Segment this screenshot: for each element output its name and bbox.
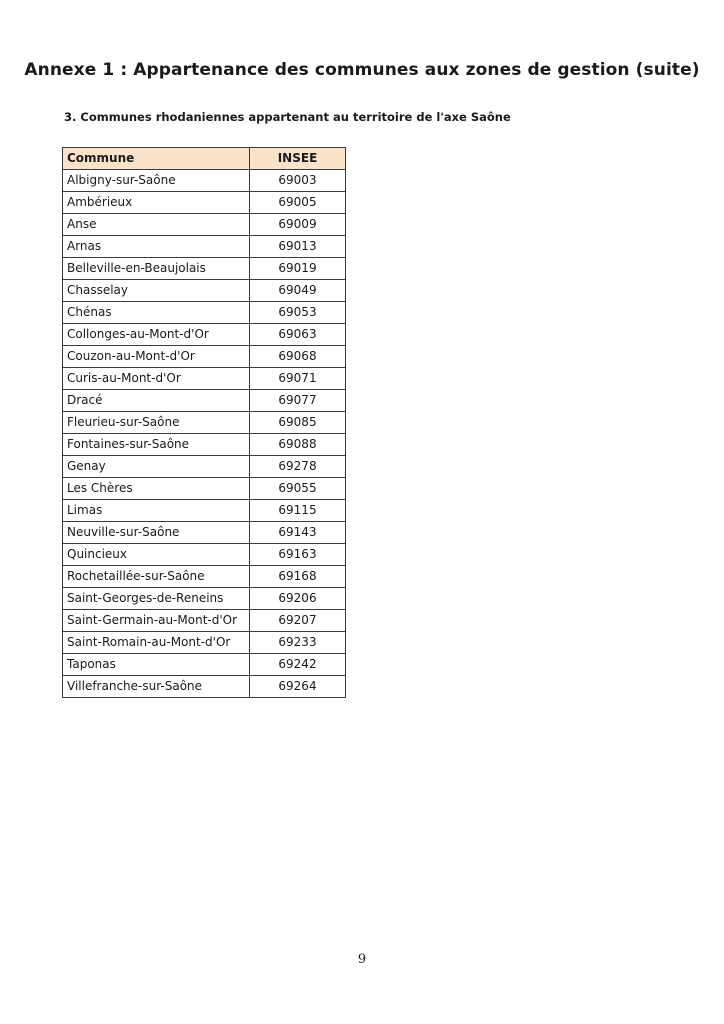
cell-commune: Chasselay — [63, 280, 250, 302]
cell-insee: 69264 — [250, 676, 346, 698]
cell-insee: 69049 — [250, 280, 346, 302]
cell-commune: Saint-Germain-au-Mont-d'Or — [63, 610, 250, 632]
cell-commune: Fontaines-sur-Saône — [63, 434, 250, 456]
cell-commune: Ambérieux — [63, 192, 250, 214]
cell-commune: Taponas — [63, 654, 250, 676]
table-row — [63, 302, 346, 324]
cell-commune: Quincieux — [63, 544, 250, 566]
table-row — [63, 588, 346, 610]
cell-commune: Belleville-en-Beaujolais — [63, 258, 250, 280]
table-body — [63, 170, 346, 698]
table-row — [63, 478, 346, 500]
cell-insee: 69019 — [250, 258, 346, 280]
cell-insee: 69013 — [250, 236, 346, 258]
cell-commune: Genay — [63, 456, 250, 478]
table-row — [63, 280, 346, 302]
table-row — [63, 214, 346, 236]
cell-insee: 69233 — [250, 632, 346, 654]
cell-insee: 69063 — [250, 324, 346, 346]
cell-commune: Dracé — [63, 390, 250, 412]
cell-commune: Couzon-au-Mont-d'Or — [63, 346, 250, 368]
cell-commune: Villefranche-sur-Saône — [63, 676, 250, 698]
page-title: Annexe 1 : Appartenance des communes aux zones de gestion (suite) — [24, 60, 700, 80]
table-row — [63, 632, 346, 654]
cell-commune: Collonges-au-Mont-d'Or — [63, 324, 250, 346]
section-heading: 3. Communes rhodaniennes appartenant au territoire de l'axe Saône — [64, 110, 511, 124]
cell-insee: 69207 — [250, 610, 346, 632]
cell-insee: 69005 — [250, 192, 346, 214]
table-row — [63, 324, 346, 346]
cell-commune: Fleurieu-sur-Saône — [63, 412, 250, 434]
cell-insee: 69077 — [250, 390, 346, 412]
cell-commune: Saint-Romain-au-Mont-d'Or — [63, 632, 250, 654]
table-row — [63, 654, 346, 676]
cell-insee: 69009 — [250, 214, 346, 236]
cell-insee: 69055 — [250, 478, 346, 500]
table-row — [63, 500, 346, 522]
table-row — [63, 346, 346, 368]
table-row — [63, 390, 346, 412]
cell-commune: Curis-au-Mont-d'Or — [63, 368, 250, 390]
table-row — [63, 456, 346, 478]
table-row — [63, 522, 346, 544]
table-row — [63, 258, 346, 280]
table-row — [63, 236, 346, 258]
table-row — [63, 368, 346, 390]
table-row — [63, 544, 346, 566]
cell-commune: Rochetaillée-sur-Saône — [63, 566, 250, 588]
cell-insee: 69088 — [250, 434, 346, 456]
cell-commune: Les Chères — [63, 478, 250, 500]
cell-commune: Albigny-sur-Saône — [63, 170, 250, 192]
cell-insee: 69278 — [250, 456, 346, 478]
table-row — [63, 434, 346, 456]
cell-insee: 69071 — [250, 368, 346, 390]
cell-commune: Arnas — [63, 236, 250, 258]
communes-table — [62, 147, 346, 698]
table-row — [63, 610, 346, 632]
cell-commune: Chénas — [63, 302, 250, 324]
cell-commune: Anse — [63, 214, 250, 236]
table-row — [63, 676, 346, 698]
cell-insee: 69143 — [250, 522, 346, 544]
cell-insee: 69068 — [250, 346, 346, 368]
cell-commune: Saint-Georges-de-Reneins — [63, 588, 250, 610]
header-insee: INSEE — [250, 148, 346, 170]
table-row — [63, 192, 346, 214]
cell-commune: Neuville-sur-Saône — [63, 522, 250, 544]
table-row — [63, 170, 346, 192]
cell-insee: 69242 — [250, 654, 346, 676]
table-row — [63, 566, 346, 588]
cell-insee: 69003 — [250, 170, 346, 192]
cell-insee: 69053 — [250, 302, 346, 324]
cell-insee: 69206 — [250, 588, 346, 610]
header-commune: Commune — [63, 148, 250, 170]
table-row — [63, 412, 346, 434]
cell-insee: 69085 — [250, 412, 346, 434]
cell-insee: 69168 — [250, 566, 346, 588]
cell-insee: 69115 — [250, 500, 346, 522]
cell-commune: Limas — [63, 500, 250, 522]
table-header-row — [63, 148, 346, 170]
page-number: 9 — [357, 952, 367, 967]
cell-insee: 69163 — [250, 544, 346, 566]
